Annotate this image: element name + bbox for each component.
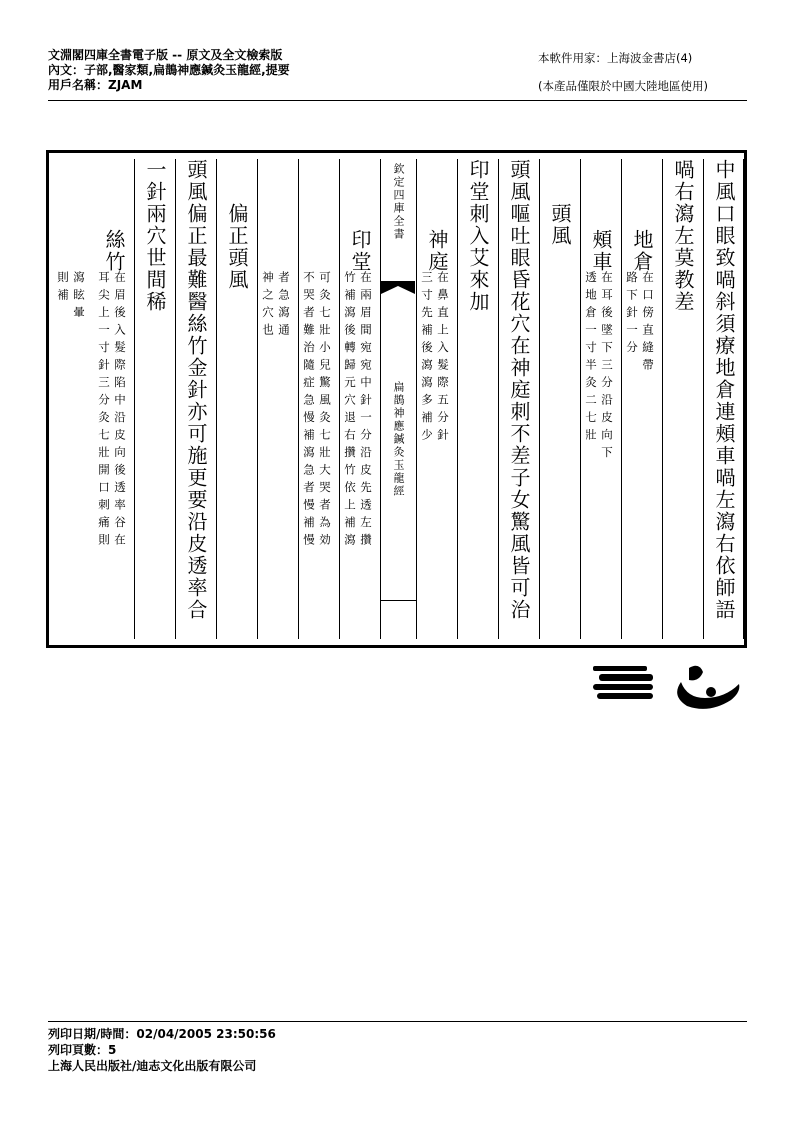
print-page-count: 列印頁數：5	[48, 1043, 117, 1057]
text-column-7: 印堂刺入艾來加	[458, 159, 499, 639]
document-footer	[48, 1026, 276, 1074]
text-column-13: 偏正頭風	[217, 159, 258, 639]
header-title: 文淵閣四庫全書電子版 -- 原文及全文檢索版	[48, 48, 283, 62]
header-username: 用戶名稱：ZJAM	[48, 78, 143, 92]
text-page-frame	[46, 150, 747, 648]
center-rule	[381, 600, 416, 601]
header-divider	[48, 100, 747, 101]
text-column-6: 頭風嘔吐眼昏花穴在神庭刺不差子女驚風皆可治	[499, 159, 540, 639]
region-notice: (本產品僅限於中國大陸地區使用)	[538, 79, 708, 93]
text-column-15: 一針兩穴世間稀	[135, 159, 176, 639]
text-column-2: 喎右瀉左莫教差	[663, 159, 704, 639]
footer-divider	[48, 1021, 747, 1022]
text-column-12: 者急瀉通 神之穴也	[258, 159, 299, 639]
center-margin-column: 欽定四庫全書 扁鵲神應鍼灸玉龍經	[381, 159, 417, 639]
document-header-right	[538, 50, 708, 94]
text-column-14: 頭風偏正最難醫絲竹金針亦可施更要沿皮透率合	[176, 159, 217, 639]
print-datetime: 列印日期/時間：02/04/2005 23:50:56	[48, 1027, 276, 1041]
text-column-17: 瀉眩暈 則補	[56, 271, 86, 324]
text-column-16: 絲竹 在眉後入髮際陷中沿皮向後透率谷在 耳尖上一寸針三分灸七壯開口刺痛則	[94, 159, 135, 639]
text-column-3: 地倉 在口傍直縫帶 路下針一分	[622, 159, 663, 639]
text-column-5: 頭風	[540, 159, 581, 639]
text-column-10: 印堂 在兩眉間宛宛中針一分沿皮先透左攢 竹補瀉後轉歸元穴退右攢竹依上補瀉	[340, 159, 381, 639]
fishtail-mark-icon	[381, 281, 415, 295]
licensee-text: 本軟件用家：上海波金書店(4)	[538, 51, 693, 65]
text-column-8: 神庭 在鼻直上入髮際五分針 三寸先補後瀉瀉多補少	[417, 159, 458, 639]
text-column-11: 可灸七壯小兒驚風灸七壯大哭者為効 不哭者難治隨症急慢補瀉急者慢補慢	[299, 159, 340, 639]
publisher-logo-icon	[593, 660, 743, 712]
header-contents: 內文：子部,醫家類,扁鵲神應鍼灸玉龍經,提要	[48, 63, 290, 77]
text-column-1: 中風口眼致喎斜須療地倉連頰車喎左瀉右依師語	[704, 159, 744, 639]
footer-publisher: 上海人民出版社/迪志文化出版有限公司	[48, 1059, 257, 1073]
text-column-4: 頰車 在耳後墜下三分沿皮向下 透地倉一寸半灸二七壯	[581, 159, 622, 639]
document-header	[48, 48, 290, 93]
